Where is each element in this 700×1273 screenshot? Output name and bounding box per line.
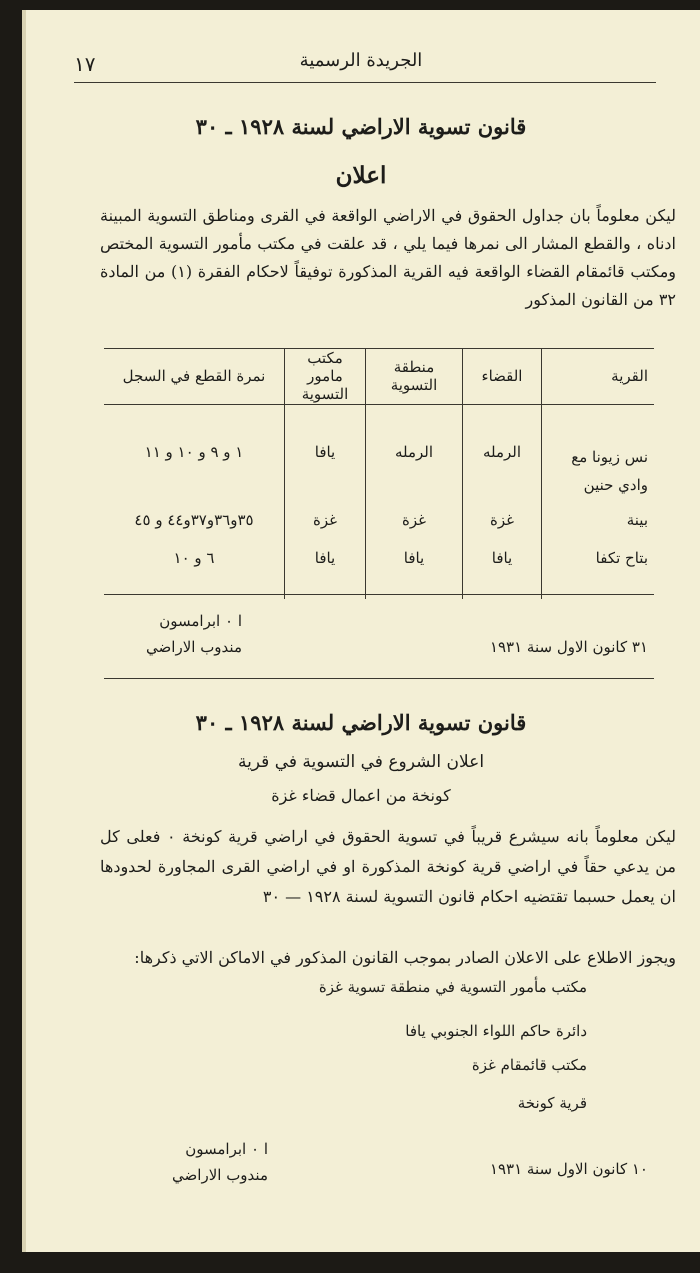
table-row [104,443,654,511]
notice2-date: ١٠ كانون الاول سنة ١٩٣١ [489,1160,648,1178]
section-divider [104,678,654,679]
col-district: القضاء [463,348,542,405]
notice2-inspection: ويجوز الاطلاع على الاعلان الصادر بموجب القانون المذكور في الاماكن الاتي ذكرها: [134,948,676,967]
cell-village: نس زيونا مع وادي حنين [542,443,655,511]
cell-area: الرمله [366,443,463,511]
cell-area: غزة [366,511,463,549]
gazette-page [22,10,700,1252]
col-area: منطقة التسوية [366,348,463,405]
location-item: مكتب مأمور التسوية في منطقة تسوية غزة [318,978,587,996]
cell-district: الرمله [463,443,542,511]
col-village: القرية [542,348,655,405]
notice2-signature-name: ا ٠ ابرامسون [185,1140,268,1158]
col-office: مكتب مامور التسوية [285,348,366,405]
cell-area: يافا [366,549,463,599]
notice1-title: قانون تسوية الاراضي لسنة ١٩٢٨ ـ ٣٠ [195,114,527,139]
notice2-subtitle1: اعلان الشروع في التسوية في قرية [237,752,485,772]
cell-district: غزة [463,511,542,549]
location-item: مكتب قائمقام غزة [471,1056,587,1074]
notice2-subtitle2: كونخة من اعمال قضاء غزة [271,786,451,805]
notice1-signature [82,608,242,660]
cell-office: غزة [285,511,366,549]
plots-table [104,348,654,599]
cell-office: يافا [285,443,366,511]
notice1-signature-name: ا ٠ ابرامسون [159,612,242,630]
notice2-signature [138,1136,268,1188]
notice1-signature-title: مندوب الاراضي [146,638,242,656]
notice1-date: ٣١ كانون الاول سنة ١٩٣١ [489,638,648,656]
location-item: دائرة حاكم اللواء الجنوبي يافا [405,1022,587,1040]
table-row [104,511,654,549]
notice1-body: ليكن معلوماً بان جداول الحقوق في الاراضي الواقعة في القرى ومناطق التسوية المبينة ادناه ، والقطع المشار الى نمرها فيما يلي ، قد علقت في مكتب مأمور التسوية المختص ومكتب قائمقام القضاء الواقعة فيه القرية المذكورة توفيقاً لاحكام الفقرة (١) من المادة ٣٢ من القانون المذكور [100,206,676,309]
table-row [104,549,654,599]
header-rule [74,82,656,83]
cell-plots: ٦ و ١٠ [173,549,215,567]
notice1-heading: اعلان [335,162,387,189]
notice2-body: ليكن معلوماً بانه سيشرع قريباً في تسوية الحقوق في اراضي قرية كونخة ٠ فعلى كل من يدعي حقاً في اراضي قرية كونخة المذكورة او في اراضي القرى المجاورة لحدودها ان يعمل حسبما تقتضيه احكام قانون التسوية لسنة ١٩٢٨ — ٣٠ [100,827,677,906]
table-header-row [104,348,654,405]
notice2-title: قانون تسوية الاراضي لسنة ١٩٢٨ ـ ٣٠ [195,710,527,735]
cell-plots: ٣٥و٣٦و٣٧و٤٤ و ٤٥ [134,511,254,529]
cell-district: يافا [463,549,542,599]
page-number: ١٧ [74,52,96,76]
cell-plots: ١ و ٩ و ١٠ و ١١ [144,443,244,461]
cell-village: بتاح تكفا [542,549,655,599]
location-item: قرية كونخة [517,1094,587,1112]
notice2-signature-title: مندوب الاراضي [172,1166,268,1184]
gazette-title: الجريدة الرسمية [299,50,423,71]
page-spine [22,10,26,1252]
table-bottom-rule [104,594,654,595]
cell-village: بينة [542,511,655,549]
cell-office: يافا [285,549,366,599]
col-plots: نمرة القطع في السجل [104,348,285,405]
